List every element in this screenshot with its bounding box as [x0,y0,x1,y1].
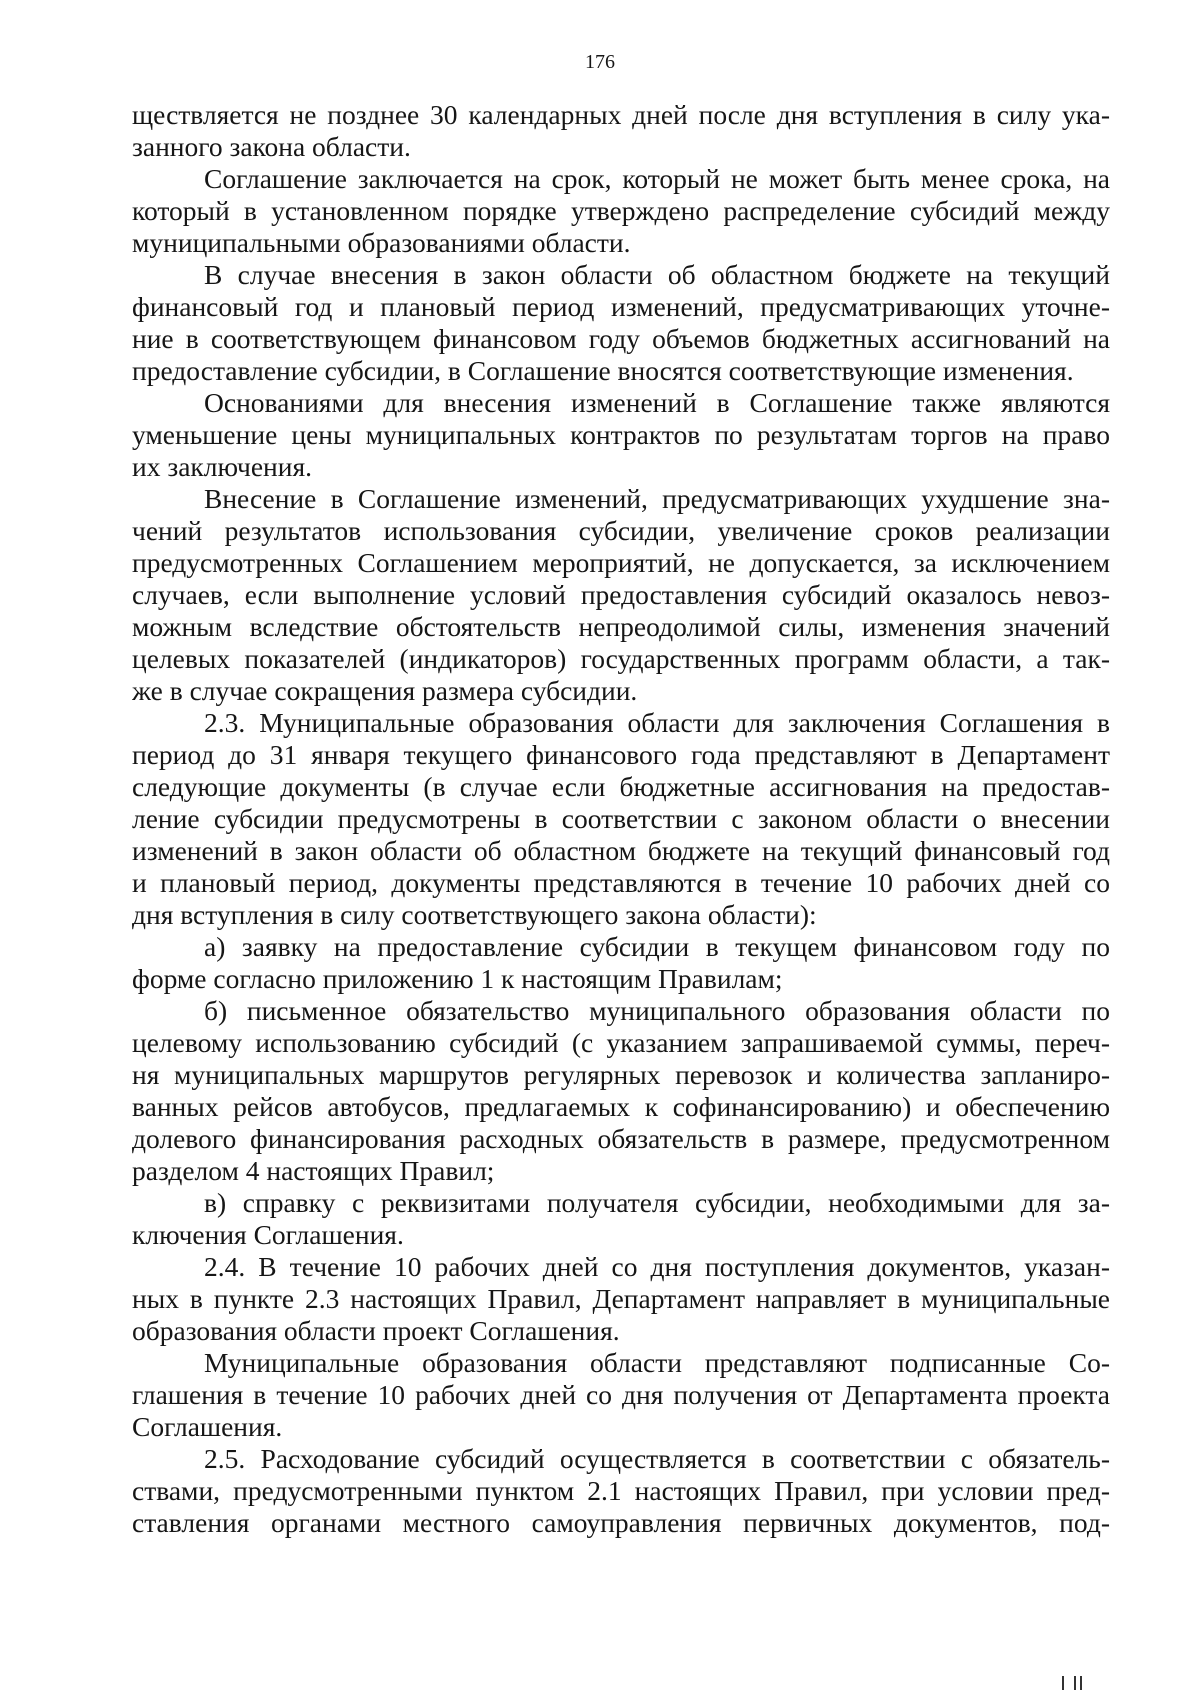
text-line: же в случае сокращения размера субсидии. [132,675,638,706]
text-line: ставления органами местного самоуправления первичных документов, под- [132,1507,1110,1538]
paragraph [132,483,1110,707]
text-line: ние в соответствующем финансовом году объемов бюджетных ассигнований на [132,323,1110,354]
paragraph [132,259,1110,387]
text-line: ление субсидии предусмотрены в соответствии с законом области о внесении [132,803,1110,834]
list-item-b [132,995,1110,1187]
paragraph [132,163,1110,259]
text-line: Внесение в Соглашение изменений, предусматривающих ухудшение зна- [204,483,1110,514]
scan-edge-marks [1058,1676,1088,1690]
paragraph [132,387,1110,483]
text-line: Соглашения. [132,1411,283,1442]
clause-2-4 [132,1251,1110,1347]
text-line: ня муниципальных маршрутов регулярных перевозок и количества запланиро- [132,1059,1110,1090]
paragraph-continuation [132,99,1110,163]
text-line: финансовый год и плановый период изменений, предусматривающих уточне- [132,291,1110,322]
text-line: занного закона области. [132,131,411,162]
text-line: следующие документы (в случае если бюджетные ассигнования на предостав- [132,771,1110,802]
text-line: долевого финансирования расходных обязательств в размере, предусмотренном [132,1123,1110,1154]
text-line: случаев, если выполнение условий предоставления субсидий оказалось невоз- [132,579,1110,610]
text-line: целевых показателей (индикаторов) государственных программ области, а так- [132,643,1110,674]
clause-2-3 [132,707,1110,931]
text-line: ных в пункте 2.3 настоящих Правил, Департамент направляет в муниципальные [132,1283,1110,1314]
text-line: уменьшение цены муниципальных контрактов по результатам торгов на право [132,419,1110,450]
list-item-v [132,1187,1110,1251]
text-line: разделом 4 настоящих Правил; [132,1155,495,1186]
text-line: предоставление субсидии, в Соглашение вносятся соответствующие изменения. [132,355,1074,386]
text-line: изменений в закон области об областном бюджете на текущий финансовый год [132,835,1110,866]
text-line: форме согласно приложению 1 к настоящим Правилам; [132,963,783,994]
list-item-a [132,931,1110,995]
text-line: дня вступления в силу соответствующего закона области): [132,899,817,930]
text-line: и плановый период, документы представляются в течение 10 рабочих дней со [132,867,1110,898]
text-line: муниципальными образованиями области. [132,227,631,258]
text-line: целевому использованию субсидий (с указанием запрашиваемой суммы, переч- [132,1027,1110,1058]
text-line: образования области проект Соглашения. [132,1315,620,1346]
text-line: ществляется не позднее 30 календарных дней после дня вступления в силу ука- [132,99,1110,130]
text-line: Основаниями для внесения изменений в Соглашение также являются [204,387,1110,418]
text-line: 2.4. В течение 10 рабочих дней со дня поступления документов, указан- [204,1251,1110,1282]
text-line: ствами, предусмотренными пунктом 2.1 настоящих Правил, при условии пред- [132,1475,1110,1506]
text-line: б) письменное обязательство муниципального образования области по [204,995,1110,1026]
text-line: в) справку с реквизитами получателя субсидии, необходимыми для за- [204,1187,1110,1218]
paragraph [132,1347,1110,1443]
text-line: ванных рейсов автобусов, предлагаемых к софинансированию) и обеспечению [132,1091,1110,1122]
text-line: Соглашение заключается на срок, который не может быть менее срока, на [204,163,1110,194]
text-line: Муниципальные образования области представляют подписанные Со- [204,1347,1110,1378]
text-line: их заключения. [132,451,312,482]
text-line: 2.3. Муниципальные образования области для заключения Соглашения в [204,707,1110,738]
page-number: 176 [585,51,615,73]
text-line: ключения Соглашения. [132,1219,404,1250]
document-body [132,99,1110,1539]
text-line: чений результатов использования субсидии, увеличение сроков реализации [132,515,1110,546]
text-line: можным вследствие обстоятельств непреодолимой силы, изменения значений [132,611,1110,642]
text-line: период до 31 января текущего финансового года представляют в Департамент [132,739,1110,770]
text-line: 2.5. Расходование субсидий осуществляется в соответствии с обязатель- [204,1443,1110,1474]
text-line: предусмотренных Соглашением мероприятий, не допускается, за исключением [132,547,1110,578]
text-line: а) заявку на предоставление субсидии в текущем финансовом году по [204,931,1110,962]
clause-2-5 [132,1443,1110,1539]
text-line: В случае внесения в закон области об областном бюджете на текущий [204,259,1110,290]
text-line: который в установленном порядке утверждено распределение субсидий между [132,195,1110,226]
text-line: глашения в течение 10 рабочих дней со дня получения от Департамента проекта [132,1379,1110,1410]
